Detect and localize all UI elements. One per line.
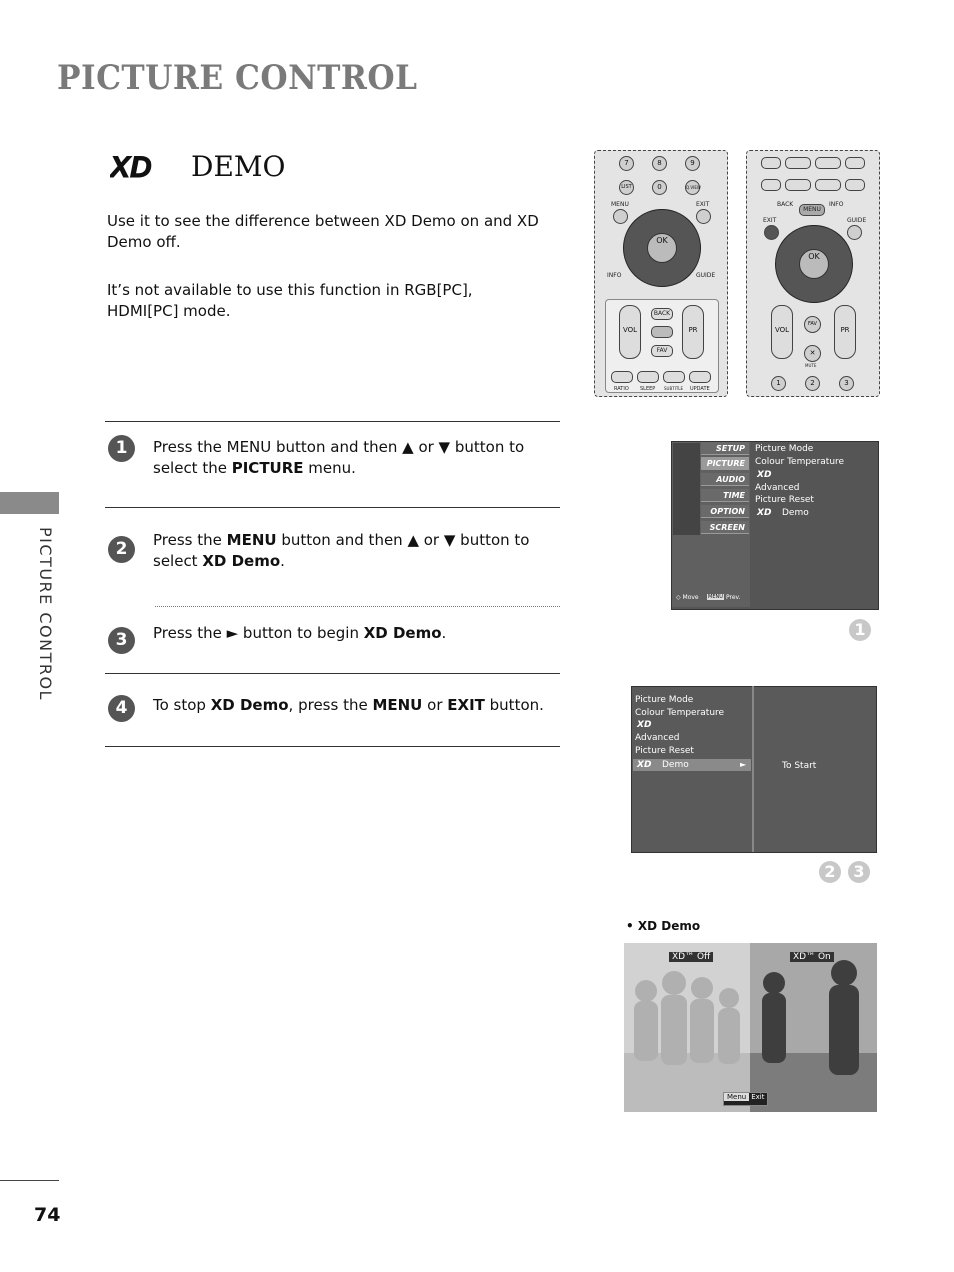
intro-paragraph-1: Use it to see the difference between XD Demo on and XD Demo off. [107,212,539,251]
side-section-label: PICTURE CONTROL [36,527,55,701]
remote2-record-button[interactable] [845,157,865,169]
remote1-key-8[interactable]: 8 [652,156,667,171]
osd1-item-advanced[interactable]: Advanced [755,483,800,493]
step-number-3: 3 [108,627,135,654]
remote1-menu-label: MENU [611,201,629,208]
step-2-text: Press the MENU button and then ▲ or ▼ button to select XD Demo. [153,531,530,570]
osd1-item-demo[interactable]: Demo [782,508,809,518]
remote1-update-label: UPDATE [690,386,710,392]
xd-demo-menu-key: Menu [724,1093,749,1101]
remote2-stop-button[interactable] [761,157,781,169]
osd1-menu-screen[interactable]: SCREEN [701,521,749,534]
osd2-item-colour-temperature[interactable]: Colour Temperature [635,708,725,718]
footer-rule [0,1180,59,1181]
osd1-item-picture-mode[interactable]: Picture Mode [755,444,814,454]
step-4-text: To stop XD Demo, press the MENU or EXIT button. [153,696,544,714]
remote1-fav-button[interactable]: FAV [651,345,673,357]
osd1-item-picture-reset[interactable]: Picture Reset [755,495,814,505]
remote1-sleep-label: SLEEP [640,386,656,392]
osd1-menu-key: MENU [708,594,723,600]
osd2-item-picture-reset[interactable]: Picture Reset [635,746,694,756]
osd1-menu-time[interactable]: TIME [701,489,749,502]
xd-demo-exit-hint [723,1092,768,1106]
remote2-fav-button[interactable]: FAV [804,316,821,333]
remote1-ok-button[interactable]: OK [647,233,677,263]
osd2-divider [752,686,754,852]
osd1-step-indicator: 1 [849,619,871,641]
remote1-list-button[interactable]: LIST [619,180,634,195]
remote1-exit-button[interactable] [696,209,711,224]
remote2-key-1[interactable]: 1 [771,376,786,391]
remote2-ok-button[interactable]: OK [799,249,829,279]
osd2-right-arrow-icon: ► [740,760,747,769]
step-divider [105,421,560,422]
remote2-key-3[interactable]: 3 [839,376,854,391]
remote1-exit-label: EXIT [696,201,710,208]
remote2-volume-rocker[interactable]: VOL [771,305,793,359]
remote2-mute-label: MUTE [805,363,817,368]
xd-logo-text: XD [110,152,152,180]
remote2-guide-label: GUIDE [847,217,867,224]
osd2-to-start: To Start [782,761,817,771]
remote2-mute-button[interactable]: ✕ [804,345,821,362]
osd1-menu-picture[interactable]: PICTURE [701,457,749,470]
step-number-4: 4 [108,695,135,722]
remote2-guide-button[interactable] [847,225,862,240]
remote1-info-label: INFO [607,272,622,279]
osd2-item-demo[interactable]: Demo [662,760,689,770]
step-number-1: 1 [108,435,135,462]
remote1-guide-label: GUIDE [696,272,716,279]
remote1-volume-rocker[interactable]: VOL [619,305,641,359]
osd1-move-hint: ◇ Move [676,594,699,601]
step-divider [105,673,560,674]
remote1-qview-button[interactable]: Q.VIEW [685,180,700,195]
remote2-menu-button[interactable]: MENU [799,204,825,216]
remote2-program-rocker[interactable]: PR [834,305,856,359]
xd-demo-exit-text: Exit [751,1093,765,1101]
page-title: PICTURE CONTROL [57,58,418,98]
remote1-update-button[interactable] [689,371,711,383]
remote1-sleep-button[interactable] [637,371,659,383]
step-divider [105,507,560,508]
remote1-key-9[interactable]: 9 [685,156,700,171]
xd-on-label: XD™ On [790,952,834,962]
xd-demo-comparison-image [624,943,877,1112]
remote2-exit-label: EXIT [763,217,777,224]
remote-control-2 [746,150,880,397]
step-divider [105,746,560,747]
step-3-text: Press the ► button to begin XD Demo. [153,624,447,642]
step-dotted-divider [155,606,560,607]
intro-paragraph-2: It’s not available to use this function in RGB[PC], HDMI[PC] mode. [107,281,473,320]
osd2-step-indicator-2: 2 [819,861,841,883]
side-tab-marker [0,492,59,514]
osd1-menu-setup[interactable]: SETUP [701,442,749,455]
osd1-menu-audio[interactable]: AUDIO [701,473,749,486]
osd1-xd-mini-logo: XD [757,508,772,518]
osd2-item-advanced[interactable]: Advanced [635,733,680,743]
remote-control-1 [594,150,728,397]
remote1-ratio-label: RATIO [614,386,629,392]
step-number-2: 2 [108,536,135,563]
xd-logo [110,152,180,180]
osd2-xd-mini-logo: XD [637,760,652,770]
osd1-menu-icons [673,443,700,535]
remote2-rewind-button[interactable] [785,179,811,191]
page-number: 74 [34,1204,61,1226]
remote2-info-label: INFO [829,201,844,208]
osd2-item-xd[interactable]: XD [637,720,652,730]
remote2-key-2[interactable]: 2 [805,376,820,391]
remote1-key-0[interactable]: 0 [652,180,667,195]
remote1-menu-button[interactable] [613,209,628,224]
remote2-skip-back-button[interactable] [761,179,781,191]
remote1-program-rocker[interactable]: PR [682,305,704,359]
remote1-subtitle-label: SUBTITLE [664,386,684,391]
remote2-play-button[interactable] [785,157,811,169]
remote1-subtitle-button[interactable] [663,371,685,383]
osd1-menu-option[interactable]: OPTION [701,505,749,518]
osd2-step-indicator-3: 3 [848,861,870,883]
xd-demo-scene [624,943,877,1112]
osd1-item-xd[interactable]: XD [757,470,772,480]
section-title: DEMO [191,150,286,183]
remote1-ratio-button[interactable] [611,371,633,383]
xd-off-label: XD™ Off [669,952,713,962]
remote2-back-label: BACK [777,201,794,208]
step-1-text: Press the MENU button and then ▲ or ▼ button to select the PICTURE menu. [153,438,525,477]
remote1-blank-button[interactable] [651,326,673,338]
osd1-prev-hint: Prev. [726,594,741,601]
remote2-forward-button[interactable] [815,179,841,191]
remote2-skip-forward-button[interactable] [845,179,865,191]
remote1-back-button[interactable]: BACK [651,308,673,320]
osd2-item-picture-mode[interactable]: Picture Mode [635,695,694,705]
remote1-key-7[interactable]: 7 [619,156,634,171]
remote2-pause-button[interactable] [815,157,841,169]
osd1-item-colour-temperature[interactable]: Colour Temperature [755,457,845,467]
xd-demo-caption: • XD Demo [626,919,701,933]
remote2-exit-button[interactable] [764,225,779,240]
